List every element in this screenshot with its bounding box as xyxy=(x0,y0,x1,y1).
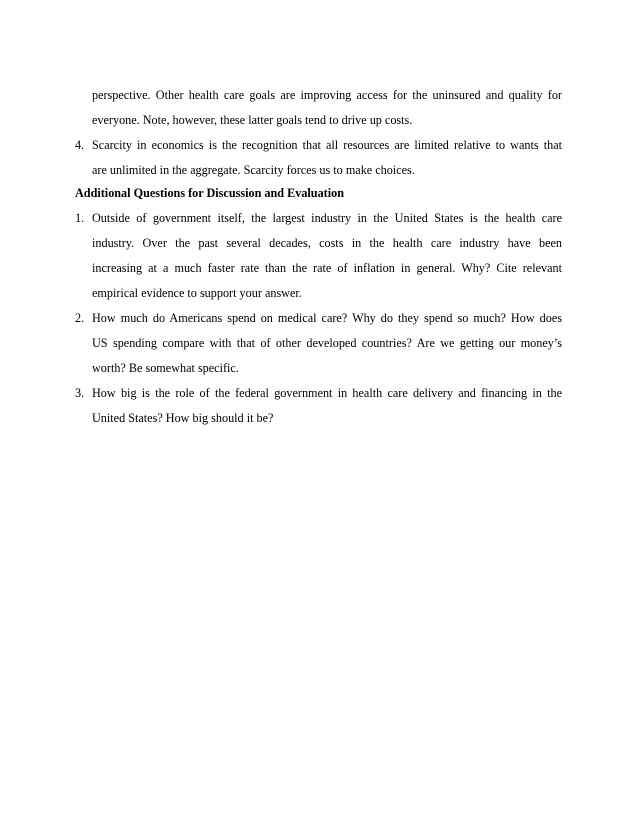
question-3-line-1: How big is the role of the federal government in health care delivery and financing in the xyxy=(92,386,562,400)
question-2-line-3: worth? Be somewhat specific. xyxy=(92,361,239,375)
question-number-3: 3. xyxy=(75,386,85,400)
question-3-line-2: United States? How big should it be? xyxy=(92,411,274,425)
list-number-4: 4. xyxy=(75,138,85,152)
question-2-line-1: How much do Americans spend on medical care? Why do they spend so much? How does xyxy=(92,311,562,325)
question-number-1: 1. xyxy=(75,211,85,225)
question-1-line-3: increasing at a much faster rate than the rate of inflation in general. Why? Cite relevant xyxy=(92,261,562,275)
continuation-line-2: everyone. Note, however, these latter goals tend to drive up costs. xyxy=(92,113,413,127)
question-number-2: 2. xyxy=(75,311,85,325)
question-1-line-2: industry. Over the past several decades, costs in the health care industry have been xyxy=(92,236,562,250)
item-4-line-1: Scarcity in economics is the recognition that all resources are limited relative to wants that xyxy=(92,138,562,152)
question-1-line-4: empirical evidence to support your answer. xyxy=(92,286,302,300)
item-4-line-2: are unlimited in the aggregate. Scarcity forces us to make choices. xyxy=(92,163,415,177)
section-heading: Additional Questions for Discussion and Evaluation xyxy=(75,186,344,200)
continuation-line-1: perspective. Other health care goals are improving access for the uninsured and quality for xyxy=(92,88,562,102)
question-1-line-1: Outside of government itself, the largest industry in the United States is the health care xyxy=(92,211,562,225)
question-2-line-2: US spending compare with that of other developed countries? Are we getting our money’s xyxy=(92,336,562,350)
